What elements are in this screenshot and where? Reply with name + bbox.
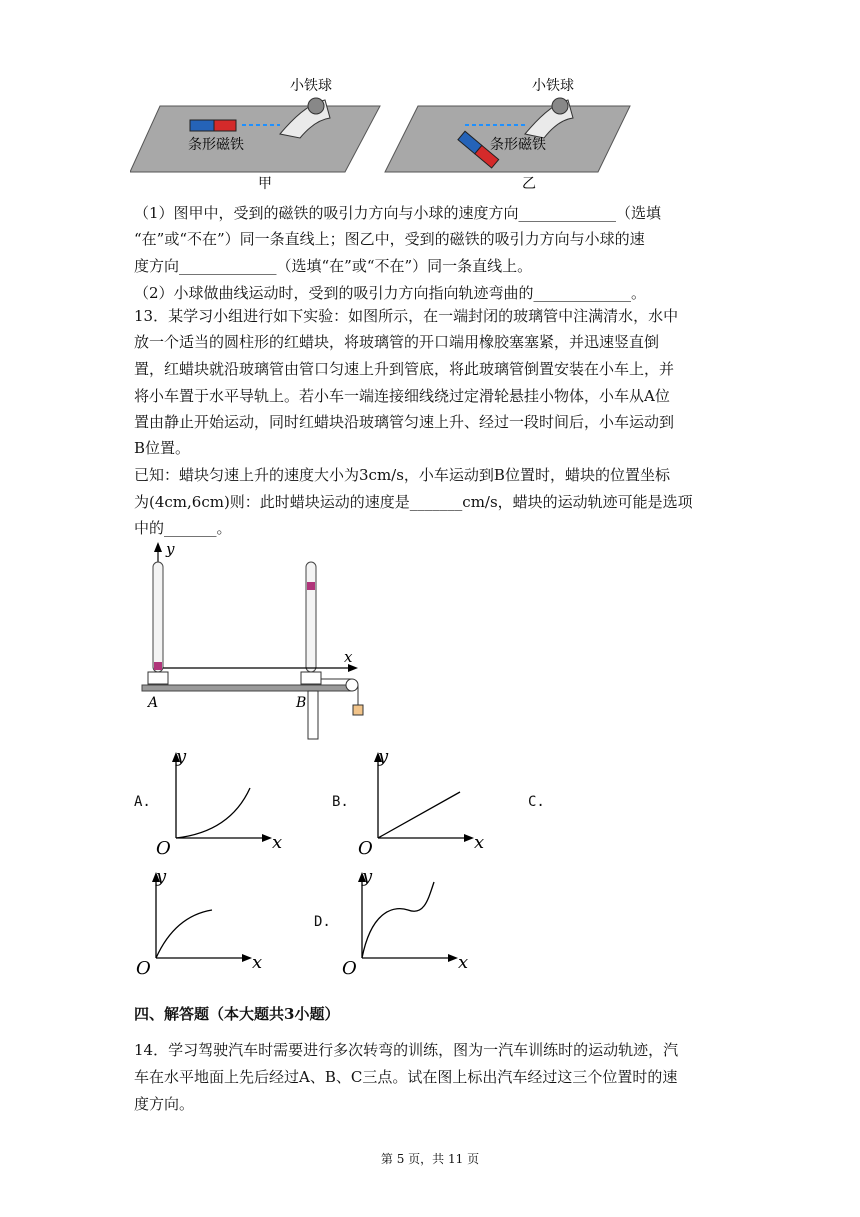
option-c-origin: O xyxy=(136,958,151,979)
ball-label-jia: 小铁球 xyxy=(290,78,332,94)
ball-label-yi: 小铁球 xyxy=(532,78,574,94)
option-d-graph xyxy=(336,868,476,980)
label-b: B xyxy=(296,695,307,711)
option-c-graph xyxy=(130,868,270,980)
option-b-x: x xyxy=(474,832,485,853)
option-d-y: y xyxy=(362,868,373,887)
q13-line1: 13．某学习小组进行如下实验：如图所示，在一端封闭的玻璃管中注满清水，水中 xyxy=(134,307,679,325)
option-b-origin: O xyxy=(358,838,373,859)
wax-block-a xyxy=(154,662,162,670)
option-a-origin: O xyxy=(156,838,171,859)
q13-line5: 置由静止开始运动，同时红蜡块沿玻璃管匀速上升、经过一段时间后，小车运动到 xyxy=(134,413,675,431)
magnet-label-yi: 条形磁铁 xyxy=(490,137,546,153)
q13-line4: 将小车置于水平导轨上。若小车一端连接细线绕过定滑轮悬挂小物体，小车从A位 xyxy=(134,387,670,405)
magnet-ball-figures xyxy=(130,74,640,196)
apparatus-figure xyxy=(138,540,378,745)
label-a: A xyxy=(148,695,159,711)
option-a-graph xyxy=(150,748,290,860)
q12-part2: （2）小球做曲线运动时，受到的吸引力方向指向轨迹弯曲的_____________。 xyxy=(134,284,647,302)
q13-line3: 置，红蜡块就沿玻璃管由管口匀速上升到管底，将此玻璃管倒置安装在小车上，并 xyxy=(134,360,675,378)
q13-line2: 放一个适当的圆柱形的红蜡块，将玻璃管的开口端用橡胶塞塞紧，并迅速竖直倒 xyxy=(134,333,660,351)
option-b-label: B. xyxy=(332,794,349,810)
caption-yi: 乙 xyxy=(522,176,536,192)
figure-jia xyxy=(130,77,380,192)
magnet-label-jia: 条形磁铁 xyxy=(188,137,244,153)
option-a-label: A. xyxy=(134,794,151,810)
wax-block-b xyxy=(307,582,315,590)
q12-part1-line2: “在”或“不在”）同一条直线上；图乙中，受到的磁铁的吸引力方向与小球的速 xyxy=(134,230,645,248)
section4-title: 四、解答题（本大题共3小题） xyxy=(134,1005,340,1023)
q13-line8: 为(4cm,6cm)则：此时蜡块运动的速度是_______cm/s，蜡块的运动轨迹可能是选项 xyxy=(134,493,693,511)
q13-line6: B位置。 xyxy=(134,439,191,457)
option-a-x: x xyxy=(272,832,283,853)
option-c-label: C. xyxy=(528,794,545,810)
apparatus-x-label: x xyxy=(344,648,353,666)
caption-jia: 甲 xyxy=(258,176,272,192)
option-d-label: D. xyxy=(314,914,331,930)
option-b-graph xyxy=(352,748,492,860)
option-a-y: y xyxy=(176,748,187,767)
option-c-x: x xyxy=(252,952,263,973)
option-d-origin: O xyxy=(342,958,357,979)
q14-line3: 度方向。 xyxy=(134,1095,195,1113)
q13-line7: 已知：蜡块匀速上升的速度大小为3cm/s，小车运动到B位置时，蜡块的位置坐标 xyxy=(134,466,670,484)
option-c-y: y xyxy=(156,868,167,887)
figure-yi xyxy=(385,77,630,192)
q14-line2: 车在水平地面上先后经过A、B、C三点。试在图上标出汽车经过这三个位置时的速 xyxy=(134,1068,678,1086)
page-footer: 第 5 页，共 11 页 xyxy=(380,1152,480,1166)
option-b-y: y xyxy=(378,748,389,767)
q14-line1: 14．学习驾驶汽车时需要进行多次转弯的训练，图为一汽车训练时的运动轨迹，汽 xyxy=(134,1041,679,1059)
q12-part1-line1: （1）图甲中，受到的磁铁的吸引力方向与小球的速度方向_____________（选填 xyxy=(134,204,662,222)
q12-part1-line3: 度方向_____________（选填“在”或“不在”）同一条直线上。 xyxy=(134,257,533,275)
q13-line9: 中的_______。 xyxy=(134,519,232,537)
apparatus-y-label: y xyxy=(166,540,175,558)
option-d-x: x xyxy=(458,952,469,973)
